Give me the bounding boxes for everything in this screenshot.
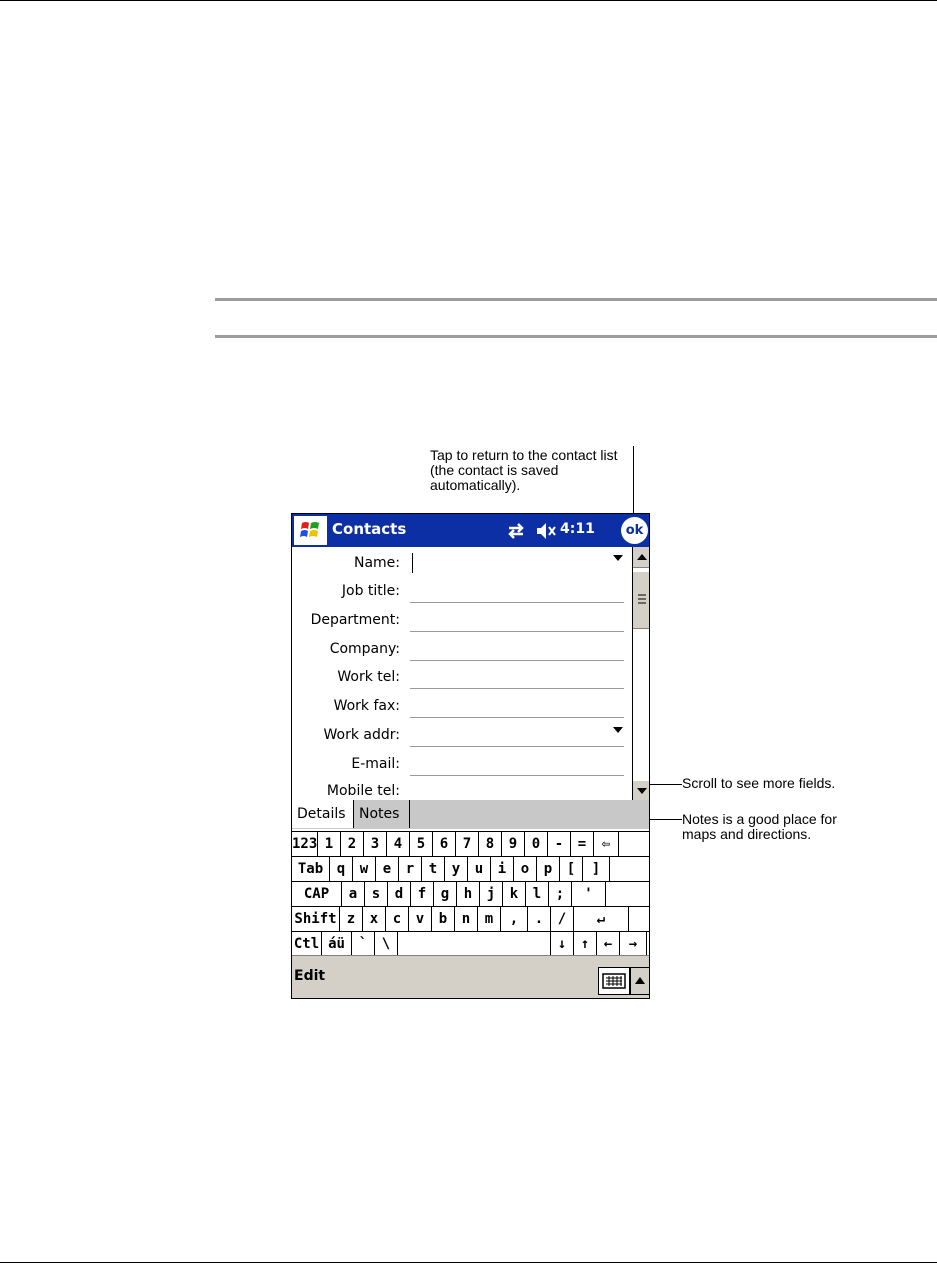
field-underline xyxy=(410,602,624,603)
key[interactable]: x xyxy=(363,907,386,931)
key[interactable]: r xyxy=(399,857,422,881)
key[interactable]: 2 xyxy=(341,832,364,856)
key[interactable]: = xyxy=(571,832,594,856)
key[interactable]: 123 xyxy=(292,832,318,856)
app-title: Contacts xyxy=(332,520,407,538)
field-underline xyxy=(410,660,624,661)
text-cursor xyxy=(412,553,413,573)
edit-menu[interactable]: Edit xyxy=(294,968,326,984)
key[interactable]: s xyxy=(365,882,388,906)
key[interactable]: 4 xyxy=(387,832,410,856)
scroll-callout-line xyxy=(650,784,682,785)
tab-notes[interactable]: Notes xyxy=(354,800,410,828)
field-label: Work addr: xyxy=(323,727,400,743)
key[interactable]: \ xyxy=(375,932,398,956)
vertical-scrollbar[interactable] xyxy=(632,547,650,800)
key[interactable]: v xyxy=(409,907,432,931)
notes-callout: Notes is a good place for maps and directions. xyxy=(682,811,837,842)
key[interactable]: 0 xyxy=(525,832,548,856)
work-fax-field[interactable] xyxy=(292,692,632,720)
field-underline xyxy=(410,631,624,632)
name-field[interactable] xyxy=(292,549,632,577)
ok-callout: Tap to return to the contact list (the contact is saved automatically). xyxy=(430,447,618,493)
scroll-thumb[interactable] xyxy=(633,571,650,629)
key[interactable]: 6 xyxy=(433,832,456,856)
field-label: Department: xyxy=(310,612,400,628)
title-bar xyxy=(292,514,650,547)
field-label: E-mail: xyxy=(351,756,400,772)
key[interactable]: 9 xyxy=(502,832,525,856)
key[interactable]: ' xyxy=(572,882,606,906)
menu-bar xyxy=(292,955,650,999)
key[interactable]: ↑ xyxy=(574,932,597,956)
work-addr-field[interactable] xyxy=(292,721,632,749)
key[interactable]: b xyxy=(432,907,455,931)
key[interactable]: f xyxy=(411,882,434,906)
work-tel-field[interactable] xyxy=(292,663,632,691)
field-label: Job title: xyxy=(341,583,400,599)
key[interactable]: z xyxy=(340,907,363,931)
field-underline xyxy=(410,746,624,747)
tab-strip xyxy=(292,800,650,829)
key[interactable]: t xyxy=(422,857,445,881)
keyboard-icon[interactable] xyxy=(598,967,630,995)
speaker-mute-icon[interactable] xyxy=(536,522,556,545)
key[interactable]: [ xyxy=(560,857,583,881)
key[interactable]: 8 xyxy=(479,832,502,856)
keyboard-row1 xyxy=(292,832,650,857)
key[interactable]: . xyxy=(528,907,551,931)
key[interactable]: y xyxy=(445,857,468,881)
key[interactable]: a xyxy=(342,882,365,906)
key[interactable]: Ctl xyxy=(292,932,322,956)
key[interactable]: ↵ xyxy=(574,907,629,931)
key[interactable]: j xyxy=(480,882,503,906)
key[interactable]: 1 xyxy=(318,832,341,856)
scroll-callout: Scroll to see more fields. xyxy=(682,775,836,791)
ok-icon[interactable]: ok xyxy=(621,517,648,544)
key[interactable]: áü xyxy=(322,932,352,956)
scroll-up-icon[interactable] xyxy=(633,547,650,568)
key[interactable]: h xyxy=(457,882,480,906)
key[interactable]: 5 xyxy=(410,832,433,856)
field-underline xyxy=(410,688,624,689)
page-top-rule xyxy=(0,0,937,1)
department-field[interactable] xyxy=(292,606,632,634)
key[interactable]: / xyxy=(551,907,574,931)
key[interactable]: ← xyxy=(597,932,620,956)
windows-start-icon[interactable] xyxy=(294,516,327,545)
key[interactable]: - xyxy=(548,832,571,856)
key[interactable]: k xyxy=(503,882,526,906)
page-bottom-rule xyxy=(0,1262,937,1263)
clock[interactable]: 4:11 xyxy=(560,521,595,537)
key[interactable]: m xyxy=(478,907,501,931)
key[interactable]: o xyxy=(514,857,537,881)
dropdown-arrow-icon[interactable] xyxy=(613,555,623,561)
field-label: Company: xyxy=(329,641,400,657)
key[interactable]: ; xyxy=(549,882,572,906)
key[interactable]: e xyxy=(376,857,399,881)
key[interactable]: 3 xyxy=(364,832,387,856)
key[interactable]: i xyxy=(491,857,514,881)
key[interactable]: , xyxy=(501,907,528,931)
key[interactable]: ⇦ xyxy=(594,832,619,856)
keyboard-row2 xyxy=(292,857,650,882)
job-title-field[interactable] xyxy=(292,577,632,605)
key[interactable]: c xyxy=(386,907,409,931)
input-panel-arrow-icon[interactable] xyxy=(630,967,650,995)
contact-form xyxy=(292,547,632,800)
key[interactable]: l xyxy=(526,882,549,906)
key[interactable]: d xyxy=(388,882,411,906)
key[interactable]: Shift xyxy=(292,907,340,931)
field-underline xyxy=(410,717,624,718)
keyboard-row4 xyxy=(292,907,650,932)
soft-keyboard xyxy=(292,831,650,956)
key[interactable]: → xyxy=(620,932,647,956)
connectivity-icon[interactable] xyxy=(505,523,527,544)
key[interactable]: 7 xyxy=(456,832,479,856)
field-underline xyxy=(410,775,624,776)
key[interactable]: Tab xyxy=(292,857,330,881)
company-field[interactable] xyxy=(292,635,632,663)
key[interactable]: g xyxy=(434,882,457,906)
keyboard-row3 xyxy=(292,882,650,907)
tab-details[interactable]: Details xyxy=(292,800,354,828)
key[interactable]: CAP xyxy=(292,882,342,906)
field-label: Mobile tel: xyxy=(326,783,400,799)
email-field[interactable] xyxy=(292,750,632,778)
ok-callout-line xyxy=(633,446,634,518)
field-label: Work fax: xyxy=(333,698,400,714)
field-label: Work tel: xyxy=(337,669,400,685)
key[interactable]: ↓ xyxy=(551,932,574,956)
field-label: Name: xyxy=(353,555,400,571)
key[interactable]: ` xyxy=(352,932,375,956)
key[interactable]: q xyxy=(330,857,353,881)
scroll-down-icon[interactable] xyxy=(633,780,650,801)
key[interactable]: p xyxy=(537,857,560,881)
section-rule-bottom xyxy=(215,335,937,338)
dropdown-arrow-icon[interactable] xyxy=(613,727,623,733)
section-rule-top xyxy=(215,298,937,301)
key-space[interactable] xyxy=(398,932,551,956)
key[interactable]: w xyxy=(353,857,376,881)
pocketpc-screen xyxy=(291,513,650,999)
key[interactable]: ] xyxy=(583,857,610,881)
keyboard-row5 xyxy=(292,932,650,957)
key[interactable]: u xyxy=(468,857,491,881)
key[interactable]: n xyxy=(455,907,478,931)
